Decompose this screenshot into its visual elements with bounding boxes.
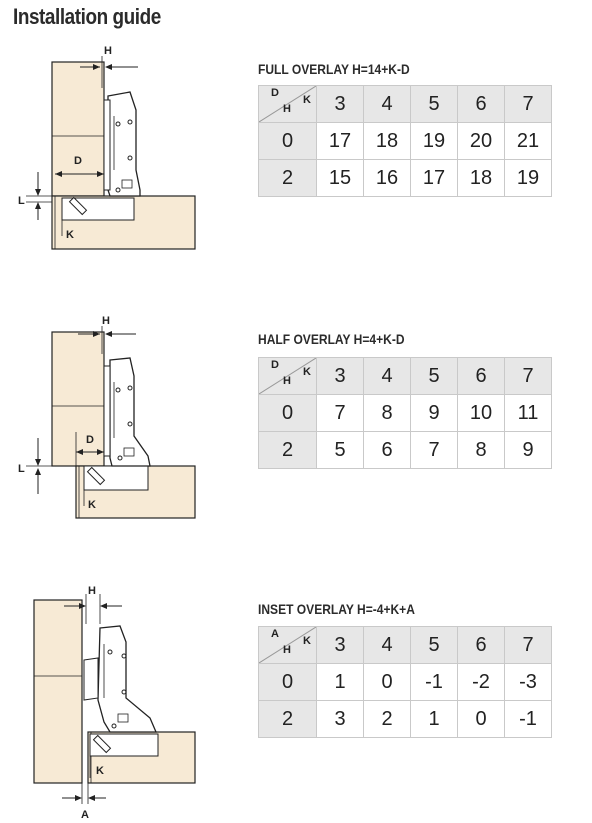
table-cell: -1 — [411, 664, 458, 701]
column-header: 7 — [505, 358, 552, 395]
table-row — [259, 160, 552, 197]
dimension-a-label: A — [81, 809, 89, 821]
dimension-k-label: K — [96, 765, 104, 777]
table-cell: 9 — [411, 395, 458, 432]
dimension-k-label: K — [66, 229, 74, 241]
table-cell: 21 — [505, 123, 552, 160]
half-overlay-title: HALF OVERLAY H=4+K-D — [258, 331, 405, 347]
column-header: 4 — [364, 358, 411, 395]
table-cell: -1 — [505, 701, 552, 738]
dimension-l-label: L — [18, 195, 25, 207]
column-header: 3 — [317, 627, 364, 664]
door-panel — [52, 332, 104, 466]
table-cell: 2 — [364, 701, 411, 738]
table-row — [259, 432, 552, 469]
table-row — [259, 664, 552, 701]
dimension-d-label: D — [74, 155, 82, 167]
inset-overlay-diagram — [0, 580, 240, 823]
column-header: 4 — [364, 627, 411, 664]
full-overlay-title: FULL OVERLAY H=14+K-D — [258, 61, 410, 77]
full-overlay-table — [258, 85, 552, 197]
dimension-h-label: H — [104, 45, 112, 57]
table-cell: 16 — [364, 160, 411, 197]
column-header: 3 — [317, 358, 364, 395]
column-header: 6 — [458, 358, 505, 395]
table-cell: 20 — [458, 123, 505, 160]
full-overlay-diagram — [0, 40, 240, 260]
table-cell: 8 — [458, 432, 505, 469]
table-cell: 0 — [364, 664, 411, 701]
table-cell: 0 — [458, 701, 505, 738]
table-cell: 19 — [505, 160, 552, 197]
row-header: 2 — [259, 160, 317, 197]
dimension-l-label: L — [18, 463, 25, 475]
dimension-h-label: H — [102, 315, 110, 327]
table-row — [259, 701, 552, 738]
table-cell: 17 — [411, 160, 458, 197]
table-cell: 18 — [458, 160, 505, 197]
table-cell: 8 — [364, 395, 411, 432]
table-cell: 1 — [317, 664, 364, 701]
column-header: 3 — [317, 86, 364, 123]
row-header: 0 — [259, 395, 317, 432]
column-header: 5 — [411, 358, 458, 395]
table-cell: 3 — [317, 701, 364, 738]
table-corner: D H K — [259, 358, 317, 395]
row-header: 0 — [259, 664, 317, 701]
half-overlay-diagram — [0, 310, 240, 525]
table-cell: 9 — [505, 432, 552, 469]
dimension-d-label: D — [86, 434, 94, 446]
column-header: 6 — [458, 627, 505, 664]
column-header: 7 — [505, 627, 552, 664]
table-cell: 5 — [317, 432, 364, 469]
column-header: 6 — [458, 86, 505, 123]
column-header: 4 — [364, 86, 411, 123]
column-header: 5 — [411, 86, 458, 123]
row-header: 2 — [259, 432, 317, 469]
table-row — [259, 395, 552, 432]
column-header: 7 — [505, 86, 552, 123]
table-cell: -3 — [505, 664, 552, 701]
row-header: 0 — [259, 123, 317, 160]
dimension-k-label: K — [88, 499, 96, 511]
table-cell: 6 — [364, 432, 411, 469]
table-corner: A H K — [259, 627, 317, 664]
cabinet-side — [34, 600, 82, 783]
table-cell: 17 — [317, 123, 364, 160]
table-cell: 7 — [411, 432, 458, 469]
page-title: Installation guide — [13, 4, 161, 29]
dimension-h-label: H — [88, 585, 96, 597]
table-cell: 10 — [458, 395, 505, 432]
table-cell: 19 — [411, 123, 458, 160]
table-cell: 1 — [411, 701, 458, 738]
table-cell: 15 — [317, 160, 364, 197]
table-cell: -2 — [458, 664, 505, 701]
table-corner: D H K — [259, 86, 317, 123]
table-row — [259, 123, 552, 160]
table-cell: 18 — [364, 123, 411, 160]
inset-overlay-table — [258, 626, 552, 738]
half-overlay-table — [258, 357, 552, 469]
row-header: 2 — [259, 701, 317, 738]
inset-overlay-title: INSET OVERLAY H=-4+K+A — [258, 601, 415, 617]
table-cell: 7 — [317, 395, 364, 432]
table-cell: 11 — [505, 395, 552, 432]
column-header: 5 — [411, 627, 458, 664]
